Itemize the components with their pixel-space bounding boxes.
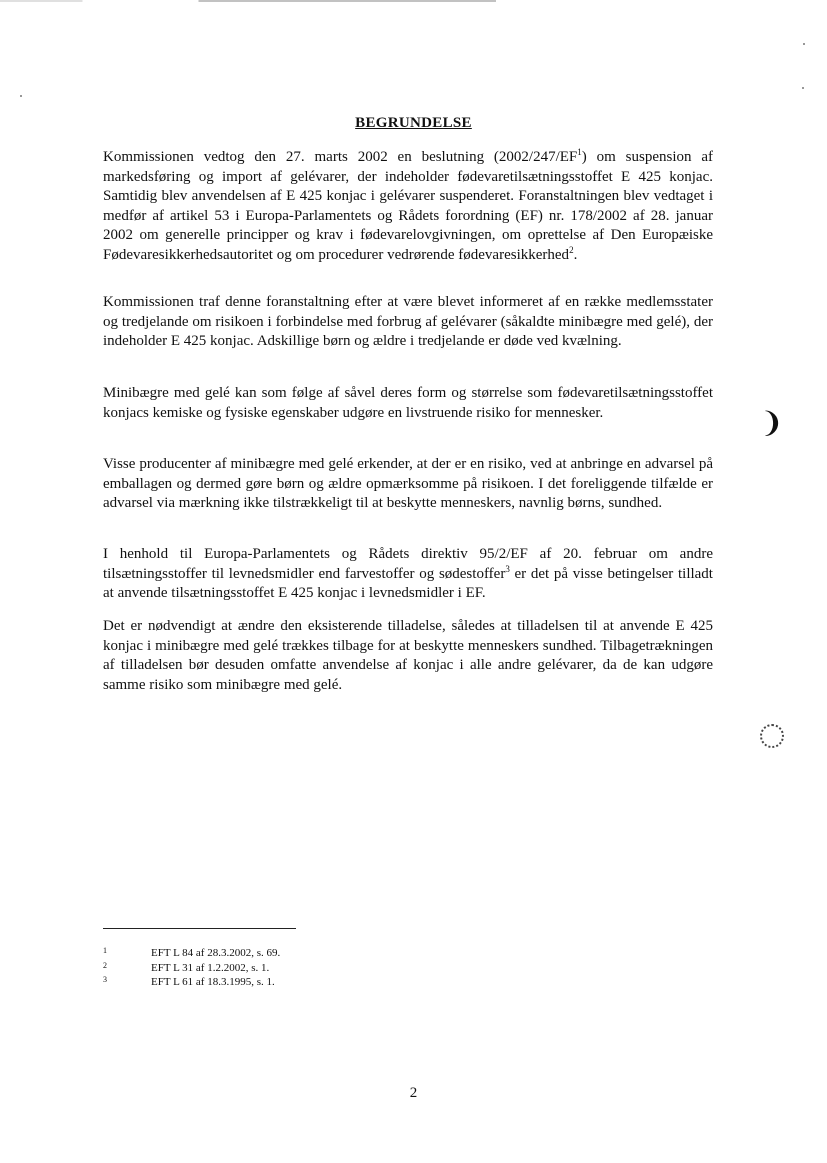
paragraph-2: Kommissionen traf denne foranstaltning efter at være blevet informeret af en række medlemsstater og tredjelande om risikoen i forbindelse med forbrug af gelévarer (såkaldte minibægre med gelé), der indeholder E 425 konjac. Adskillige børn og ældre i tredjelande er døde ved kvælning. [103,294,713,349]
footnote-item [103,975,280,990]
paragraph-5-text-start: I henhold til Europa-Parlamentets og Rådets direktiv 95/2/EF af 20. februar om andre tilsætningsstoffer til levnedsmidler end farvestoffer og sødestoffer [103,546,713,582]
footnote-ref-1[interactable]: 1 [577,147,582,157]
paragraph-1 [103,148,713,265]
footnote-separator [103,928,296,929]
footnote-text: EFT L 84 af 28.3.2002, s. 69. [151,947,281,959]
paragraph-4: Visse producenter af minibægre med gelé erkender, at der er en risiko, ved at anbringe en advarsel på emballagen og dermed gøre børn og ældre opmærksomme på risikoen. I det foreliggende tilfælde er advarsel via mærkning ikke tilstrækkeligt til at beskytte menneskers, navnlig børns, sundhed. [103,456,713,511]
paragraph-1-text-start: Kommissionen vedtog den 27. marts 2002 en beslutning (2002/247/EF [103,149,578,165]
punch-hole-mark [760,724,784,748]
footnote-ref-3[interactable]: 3 [505,563,510,574]
footnote-number: 2 [103,960,107,970]
paragraph-1-text-middle: ) om suspension af markedsføring og import af gelévarer, der indeholder fødevaretilsætningsstoffet E 425 konjac. Samtidig blev anvendelsen af E 425 konjac i gelévarer suspenderet. Foranstaltningen blev vedtaget i medfør af artikel 53 i Europa-Parlamentets og Rådets forordning (EF) nr. 178/2002 af 28. januar 2002 om generelle principper og krav i fødevarelovgivningen, om oprettelse af Den Europæiske Fødevaresikkerhedsautoritet og om procedurer vedrørende fødevaresikkerhed [103,149,713,263]
page-number: 2 [409,1085,418,1101]
scan-speck [802,87,804,89]
paragraph-1-text-end: . [573,246,578,263]
paragraph-5 [103,545,713,604]
footnote-list [103,946,280,990]
paragraph-5-text-end: er det på visse betingelser tilladt at anvende tilsætningsstoffet E 425 konjac i levnedsmidler i EF. [103,565,713,601]
scan-speck [803,43,805,45]
footnote-text: EFT L 31 af 1.2.2002, s. 1. [151,961,270,974]
footnote-number: 3 [103,975,107,984]
paragraph-3: Minibægre med gelé kan som følge af såvel deres form og størrelse som fødevaretilsætningsstoffet konjacs kemiske og fysiske egenskaber udgøre en livstruende risiko for mennesker. [103,385,713,421]
paragraph-6: Det er nødvendigt at ændre den eksisterende tilladelse, således at tilladelsen til at anvende E 425 konjac i minibægre med gelé trækkes tilbage for at beskytte menneskers sundhed. Tilbagetrækningen af tilladelsen bør desuden omfatte anvendelse af konjac i alle andre gelévarer, da de kan udgøre samme risiko som minibægre med gelé. [103,618,713,693]
section-title: BEGRUNDELSE [355,115,472,131]
footnote-text: EFT L 61 af 18.3.1995, s. 1. [151,976,275,988]
binder-hole-mark: ❩ [760,406,784,439]
scan-speck [20,95,22,97]
scan-top-edge [0,0,827,2]
footnote-number: 1 [103,946,107,955]
footnote-ref-2[interactable]: 2 [569,244,574,255]
